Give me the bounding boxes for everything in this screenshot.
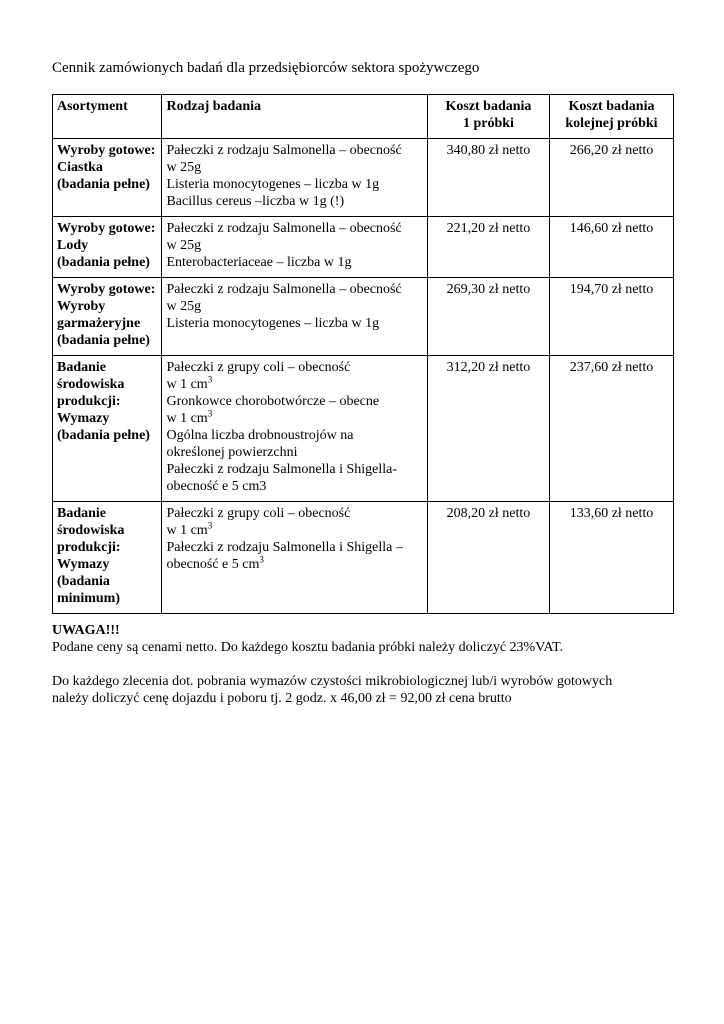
test-line-text: Pałeczki z grupy coli – obecność [166, 360, 351, 375]
assortment-line: produkcji: [57, 394, 121, 409]
test-line [166, 237, 422, 254]
assortment-line: (badania pełne) [57, 428, 150, 443]
note-travel-line2: należy doliczyć cenę dojazdu i poboru tj. 2 godz. x 46,00 zł = 92,00 zł cena brutto [52, 691, 512, 706]
superscript: 3 [207, 520, 213, 531]
test-line [166, 254, 422, 271]
superscript: 3 [259, 554, 264, 565]
test-line [166, 193, 422, 210]
header-test-type: Rodzaj badania [162, 95, 427, 139]
header-cost-first-line2: 1 próbki [462, 116, 514, 131]
test-type-cell [162, 278, 427, 356]
test-line-text: w 25g [166, 160, 202, 175]
superscript: 3 [207, 408, 213, 419]
test-line [166, 159, 422, 176]
test-line-text: Ogólna liczba drobnoustrojów na [166, 428, 354, 443]
test-type-cell [162, 502, 427, 614]
assortment-line: garmażeryjne [57, 316, 141, 331]
cost-next-cell: 194,70 zł netto [549, 278, 673, 356]
assortment-line: minimum) [57, 591, 120, 606]
test-line-text: Listeria monocytogenes – liczba w 1g [166, 316, 380, 331]
test-line [166, 478, 422, 495]
test-line-text: Bacillus cereus –liczba w 1g (!) [166, 194, 345, 209]
test-line [166, 461, 422, 478]
cost-next-cell: 146,60 zł netto [549, 217, 673, 278]
test-line-text: w 25g [166, 299, 202, 314]
test-line-text: Enterobacteriaceae – liczba w 1g [166, 255, 352, 270]
table-header-row [53, 95, 674, 139]
cost-first-cell: 312,20 zł netto [427, 356, 549, 502]
table-row [53, 356, 674, 502]
test-line [166, 505, 422, 522]
table-row [53, 139, 674, 217]
test-type-cell [162, 356, 427, 502]
header-cost-next-line1: Koszt badania [568, 99, 655, 114]
test-line-text: Pałeczki z rodzaju Salmonella – obecność [166, 282, 402, 297]
test-line [166, 359, 422, 376]
assortment-line: środowiska [57, 523, 125, 538]
cost-first-cell: 208,20 zł netto [427, 502, 549, 614]
test-line-text: Pałeczki z rodzaju Salmonella i Shigella- [166, 462, 398, 477]
test-line [166, 522, 422, 539]
test-line-text: w 1 cm [166, 377, 208, 392]
test-line [166, 393, 422, 410]
header-cost-first [427, 95, 549, 139]
assortment-line: (badania pełne) [57, 333, 150, 348]
page-title: Cennik zamówionych badań dla przedsiębiorców sektora spożywczego [52, 60, 480, 76]
assortment-line: Wyroby gotowe: [57, 221, 156, 236]
test-type-cell [162, 217, 427, 278]
header-cost-next-line2: kolejnej próbki [565, 116, 658, 131]
test-line [166, 376, 422, 393]
cost-next-cell: 237,60 zł netto [549, 356, 673, 502]
test-line-text: Gronkowce chorobotwórcze – obecne [166, 394, 380, 409]
assortment-line: Badanie [57, 360, 107, 375]
table-row [53, 217, 674, 278]
superscript: 3 [207, 374, 213, 385]
assortment-cell [53, 278, 162, 356]
assortment-cell [53, 217, 162, 278]
test-line-text: Listeria monocytogenes – liczba w 1g [166, 177, 380, 192]
test-line-text: Pałeczki z rodzaju Salmonella i Shigella – [166, 540, 403, 555]
assortment-line: Wyroby gotowe: [57, 282, 156, 297]
assortment-cell [53, 139, 162, 217]
test-line [166, 220, 422, 237]
cost-first-cell: 221,20 zł netto [427, 217, 549, 278]
cost-first-cell: 340,80 zł netto [427, 139, 549, 217]
assortment-line: Wyroby [57, 299, 106, 314]
assortment-cell [53, 502, 162, 614]
test-line [166, 281, 422, 298]
test-line [166, 142, 422, 159]
test-line [166, 410, 422, 427]
assortment-line: Wyroby gotowe: [57, 143, 156, 158]
test-line [166, 427, 422, 444]
table-row [53, 278, 674, 356]
test-type-cell [162, 139, 427, 217]
header-assortment: Asortyment [53, 95, 162, 139]
assortment-line: Lody [57, 238, 89, 253]
table-row [53, 502, 674, 614]
test-line-text: określonej powierzchni [166, 445, 298, 460]
table-body [53, 139, 674, 614]
header-cost-first-line1: Koszt badania [445, 99, 532, 114]
note-travel-line1: Do każdego zlecenia dot. pobrania wymazów czystości mikrobiologicznej lub/i wyrobów gotowych [52, 674, 613, 689]
assortment-line: Badanie [57, 506, 107, 521]
assortment-line: środowiska [57, 377, 125, 392]
assortment-line: (badania pełne) [57, 177, 150, 192]
assortment-line: (badania pełne) [57, 255, 150, 270]
price-table [52, 94, 674, 614]
test-line [166, 298, 422, 315]
test-line [166, 444, 422, 461]
test-line-text: w 25g [166, 238, 202, 253]
header-cost-next [549, 95, 673, 139]
test-line-text: Pałeczki z grupy coli – obecność [166, 506, 351, 521]
cost-next-cell: 133,60 zł netto [549, 502, 673, 614]
assortment-line: (badania [57, 574, 110, 589]
test-line [166, 539, 422, 556]
test-line-text: Pałeczki z rodzaju Salmonella – obecność [166, 221, 402, 236]
test-line-text: w 1 cm [166, 523, 208, 538]
test-line-text: w 1 cm [166, 411, 208, 426]
cost-next-cell: 266,20 zł netto [549, 139, 673, 217]
assortment-line: Ciastka [57, 160, 103, 175]
test-line-text: obecność e 5 cm3 [166, 479, 267, 494]
test-line [166, 315, 422, 332]
assortment-line: Wymazy [57, 411, 110, 426]
note-section [52, 622, 692, 707]
note-vat-line: Podane ceny są cenami netto. Do każdego kosztu badania próbki należy doliczyć 23%VAT. [52, 640, 564, 655]
note-heading: UWAGA!!! [52, 623, 120, 638]
assortment-line: produkcji: [57, 540, 121, 555]
cost-first-cell: 269,30 zł netto [427, 278, 549, 356]
test-line [166, 176, 422, 193]
assortment-cell [53, 356, 162, 502]
assortment-line: Wymazy [57, 557, 110, 572]
test-line [166, 556, 422, 573]
test-line-text: obecność e 5 cm [166, 557, 260, 572]
test-line-text: Pałeczki z rodzaju Salmonella – obecność [166, 143, 402, 158]
